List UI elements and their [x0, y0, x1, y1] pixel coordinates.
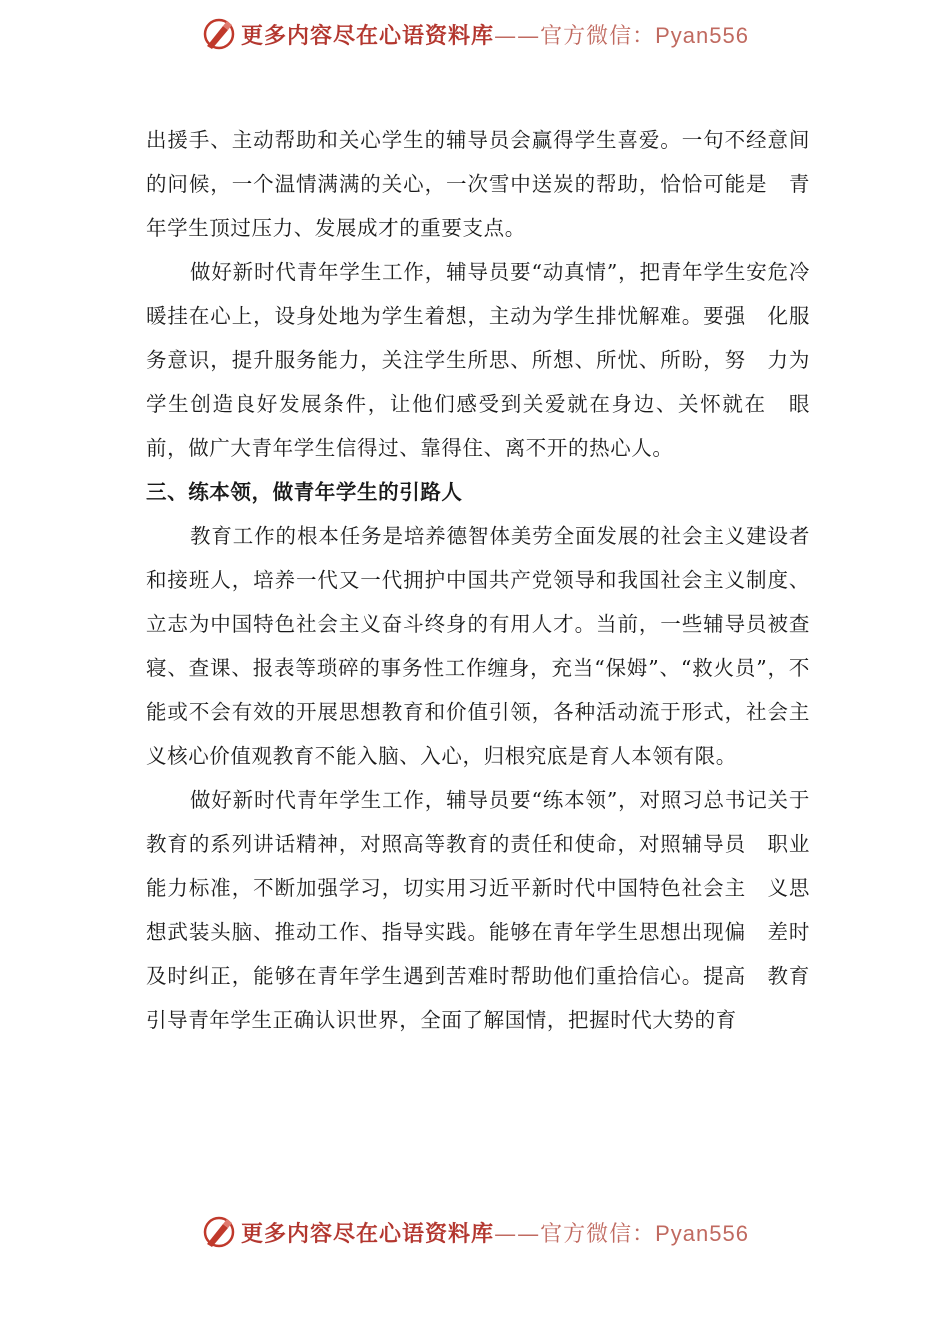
- section-heading: 三、练本领，做青年学生的引路人: [146, 480, 463, 504]
- banner-separator: ——: [494, 23, 541, 49]
- paragraph: 做好新时代青年学生工作，辅导员要“动真情”，把青年学生安危冷暖挂在心上，设身处地为学生着想，主动为学生排忧解难。要强 化服务意识，提升服务能力，关注学生所思、所想、所忧、所盼，努 力为学生创造良好发展条件，让他们感受到关爱就在身边、关怀就在 眼前，做广大青年学生信得过、靠得住、离不开的热心人。: [146, 260, 810, 460]
- banner-separator: ——: [494, 1221, 541, 1247]
- banner-text: [241, 19, 749, 50]
- banner-text: [241, 1217, 749, 1248]
- footer-banner: [0, 1212, 950, 1252]
- paragraph: 教育工作的根本任务是培养德智体美劳全面发展的社会主义建设者和接班人，培养一代又一代拥护中国共产党领导和我国社会主义制度、立志为中国特色社会主义奋斗终身的有用人才。当前，一些辅导员被查寝、查课、报表等琐碎的事务性工作缠身，充当“保姆”、“救火员”，不能或不会有效的开展思想教育和价值引领，各种活动流于形式，社会主义核心价值观教育不能入脑、入心，归根究底是育人本领有限。: [146, 524, 810, 768]
- banner-wechat-id: Pyan556: [655, 1220, 749, 1246]
- paragraph: 出援手、主动帮助和关心学生的辅导员会赢得学生喜爱。一句不经意间的问候，一个温情满满的关心，一次雪中送炭的帮助，恰恰可能是 青年学生顶过压力、发展成才的重要支点。: [146, 128, 810, 240]
- banner-brand: 更多内容尽在心语资料库: [241, 1220, 495, 1247]
- header-banner: [0, 14, 950, 54]
- document-body: [146, 118, 810, 1042]
- banner-wechat-id: Pyan556: [655, 22, 749, 48]
- pen-logo-icon: [201, 1214, 237, 1250]
- paragraph: 做好新时代青年学生工作，辅导员要“练本领”，对照习总书记关于教育的系列讲话精神，对照高等教育的责任和使命，对照辅导员 职业能力标准，不断加强学习，切实用习近平新时代中国特色社会主 义思想武装头脑、推动工作、指导实践。能够在青年学生思想出现偏 差时及时纠正，能够在青年学生遇到苦难时帮助他们重拾信心。提高 教育引导青年学生正确认识世界，全面了解国情，把握时代大势的育: [146, 788, 810, 1032]
- banner-label: 官方微信：: [540, 1221, 656, 1247]
- banner-label: 官方微信：: [540, 23, 656, 49]
- pen-logo-icon: [201, 16, 237, 52]
- banner-brand: 更多内容尽在心语资料库: [241, 22, 495, 49]
